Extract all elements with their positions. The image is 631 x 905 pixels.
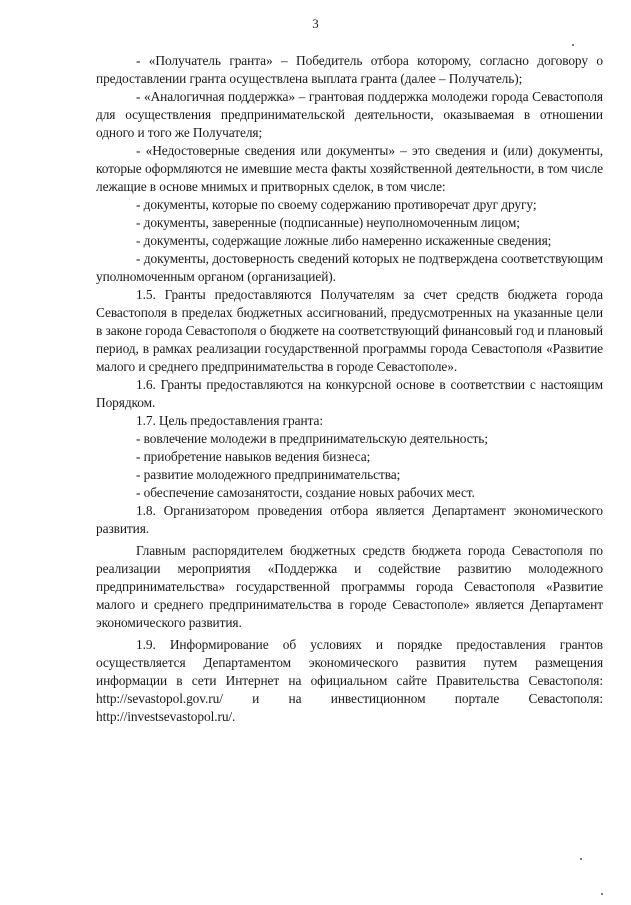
list-item-unauthorized-signature: - документы, заверенные (подписанные) неуполномоченным лицом; [136, 215, 520, 230]
list-item-youth-involvement: - вовлечение молодежи в предпринимательскую деятельность; [136, 431, 488, 446]
paragraph-1-6: 1.6. Гранты предоставляются на конкурсной основе в соответствии с настоящим Порядком. [96, 377, 603, 410]
scan-speck [580, 858, 582, 860]
paragraph-1-7: 1.7. Цель предоставления гранта: [136, 413, 323, 428]
paragraph-similar-support-definition: - «Аналогичная поддержка» – грантовая поддержка молодежи города Севастополя для осуществления предпринимательской деятельности, оказываемая в отношении одного и того же Получателя; [96, 89, 603, 140]
list-item-false-information: - документы, содержащие ложные либо намеренно искаженные сведения; [136, 233, 552, 248]
scan-speck [572, 44, 574, 46]
paragraph-1-9: 1.9. Информирование об условиях и порядке предоставления грантов осуществляется Департаментом экономического развития путем размещения информации в сети Интернет на официальном сайте Правительства Севастополя: http://sevastopol.gov.ru/ и на инвестиционном портале Севастополя: http://investsevastopol.ru/. [96, 637, 603, 724]
list-item-youth-entrepreneurship: - развитие молодежного предпринимательства; [136, 467, 401, 482]
page-number: 3 [312, 16, 319, 31]
list-item-business-skills: - приобретение навыков ведения бизнеса; [136, 449, 371, 464]
list-item-contradictory-documents: - документы, которые по своему содержанию противоречат друг другу; [136, 197, 537, 212]
list-item-self-employment: - обеспечение самозанятости, создание новых рабочих мест. [136, 485, 475, 500]
paragraph-recipient-definition: - «Получатель гранта» – Победитель отбора которому, согласно договору о предоставлении гранта осуществлена выплата гранта (далее – Получатель); [96, 53, 603, 86]
scan-speck [601, 893, 603, 895]
paragraph-1-5: 1.5. Гранты предоставляются Получателям за счет средств бюджета города Севастополя в пределах бюджетных ассигнований, предусмотренных на указанные цели в законе города Севастополя о бюджете на соответствующий финансовый год и плановый период, в рамках реализации государственной программы города Севастополя «Развитие малого и среднего предпринимательства в городе Севастополе». [96, 287, 603, 374]
document-body [96, 52, 603, 726]
paragraph-1-8: 1.8. Организатором проведения отбора является Департамент экономического развития. [96, 503, 603, 536]
paragraph-unreliable-info-definition: - «Недостоверные сведения или документы» – это сведения и (или) документы, которые оформляются не имевшие места факты хозяйственной деятельности, в том числе лежащие в основе мнимых и притворных сделок, в том числе: [96, 143, 603, 194]
paragraph-main-manager: Главным распорядителем бюджетных средств бюджета города Севастополя по реализации мероприятия «Поддержка и содействие развитию молодежного предпринимательства» государственной программы города Севастополя «Развитие малого и среднего предпринимательства в городе Севастополе» является Департамент экономического развития. [96, 543, 603, 630]
list-item-unconfirmed-documents: - документы, достоверность сведений которых не подтверждена соответствующим уполномоченным органом (организацией). [96, 251, 603, 284]
